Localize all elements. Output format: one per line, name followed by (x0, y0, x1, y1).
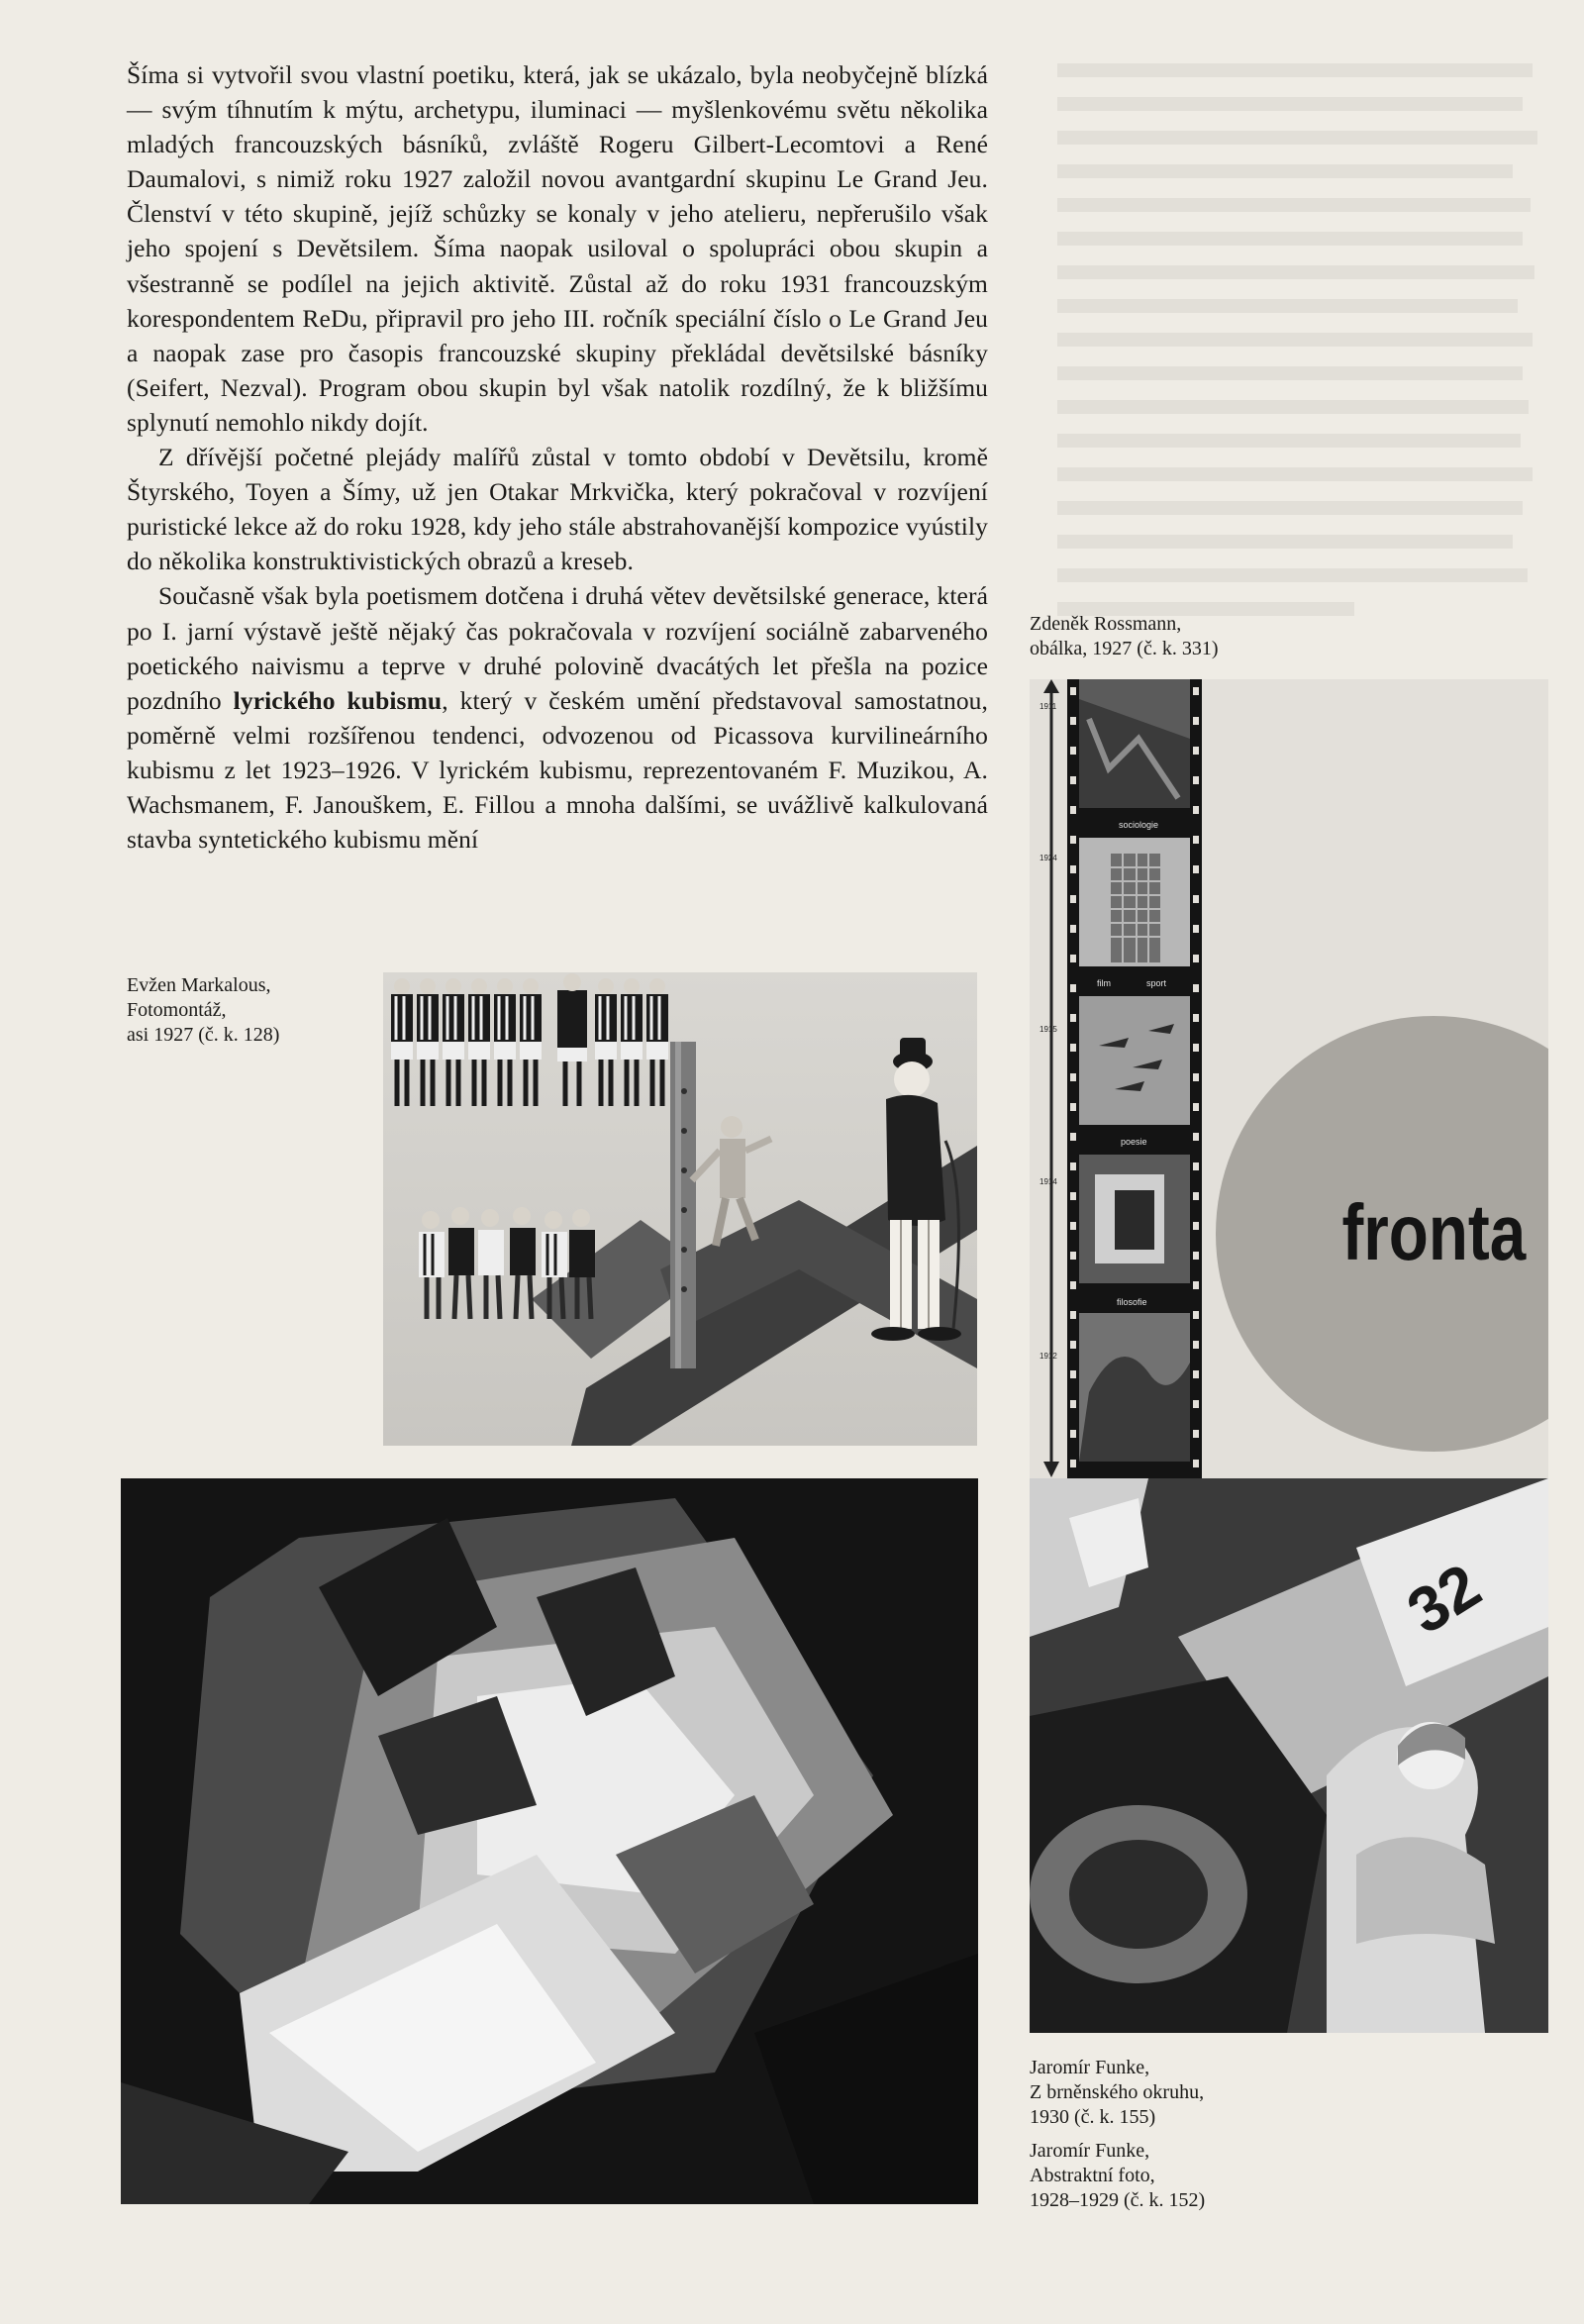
caption-line: Zdeněk Rossmann, (1030, 613, 1182, 635)
caption-line: Fotomontáž, (127, 999, 227, 1021)
year-label: 1912 (1040, 1352, 1057, 1361)
caption-line: 1930 (č. k. 155) (1030, 2106, 1156, 2128)
caption-rossmann (1030, 612, 1219, 661)
abstract-photo-drawing (121, 1478, 978, 2204)
paragraph (127, 578, 988, 857)
text-run: Šíma si vytvořil svou vlastní poetiku, která, jak se ukázalo, byla neobyčejně blízká — svým tíhnutím k mýtu, archetypu, iluminaci — myšlenkovému světu několika mladých francouzských básníků, zvláště Rogeru Gilbert-Lecomtovi a René Daumalovi, s nimiž roku 1927 založil novou avantgardní skupinu Le Grand Jeu. Členství v této skupině, jejíž schůzky se konaly v jeho atelieru, nepřerušilo však jeho spojení s Devětsilem. Šíma naopak usiloval o spolupráci obou skupin a všestranně se podílel na jejich aktivitě. Zůstal až do roku 1931 francouzským korespondentem ReDu, připravil pro jeho III. ročník speciální číslo o Le Grand Jeu a naopak zase pro časopis francouzské skupiny překládal devětsilské básníky (Seifert, Nezval). Program obou skupin byl však natolik rozdílný, že k bližšímu splynutí nemohlo nikdy dojít. (127, 60, 988, 437)
text-run: , který v českém umění představoval samostatnou, poměrně velmi rozšířenou tendenci, odvozenou od Picassova kurvilineárního kubismu z let 1923–1926. V lyrickém kubismu, reprezentovaném F. Muzikou, A. Wachsmanem, F. Janouškem, E. Fillou a mnoha dalšími, se uvážlivě kalkulovaná stavba syntetického kubismu mění (127, 685, 989, 855)
caption-funke-car (1030, 2056, 1204, 2130)
caption-line: Evžen Markalous, (127, 974, 271, 996)
strip-label: sport (1146, 978, 1167, 988)
photomontage-drawing (383, 972, 977, 1446)
strip-label: sociologie (1119, 820, 1159, 830)
show-through-lines (1057, 57, 1552, 652)
strip-label: poesie (1121, 1137, 1147, 1147)
year-label: 1914 (1040, 1177, 1057, 1186)
year-label: 1911 (1040, 702, 1057, 711)
text-run: Současně však byla poetismem dotčena i druhá větev devětsilské generace, která po I. jarní výstavě ještě nějaký čas pokračovala v rozvíjení sociálně zabarveného poetického naivismu a teprve v druhé polovině dvacátých let přešla na pozice pozdního (127, 581, 988, 715)
text-run: Z dřívější početné plejády malířů zůstal v tomto období v Devětsilu, kromě Štyrského, Toyen a Šímy, už jen Otakar Mrkvička, který pokračoval v rozvíjení puristické lekce až do roku 1928, kdy jeho stále abstrahovanější kompozice vyústily do několika konstruktivistických obrazů a kreseb. (127, 443, 988, 576)
caption-line: 1928–1929 (č. k. 152) (1030, 2189, 1206, 2211)
fronta-cover-image (1030, 679, 1548, 1483)
show-through-texture (1057, 57, 1552, 652)
fronta-cover-drawing (1030, 679, 1548, 1483)
caption-line: Z brněnského okruhu, (1030, 2081, 1205, 2103)
paragraph (127, 57, 988, 440)
caption-line: asi 1927 (č. k. 128) (127, 1024, 280, 1046)
strip-label: film (1097, 978, 1111, 988)
caption-line: Jaromír Funke, (1030, 2140, 1150, 2162)
paragraph (127, 440, 988, 578)
abstract-photo-image (121, 1478, 978, 2204)
film-strip-frames (1079, 679, 1190, 1462)
caption-line: obálka, 1927 (č. k. 331) (1030, 638, 1219, 659)
caption-funke-abstract (1030, 2139, 1205, 2213)
year-label: 1915 (1040, 1025, 1057, 1034)
race-car-photo-image (1030, 1478, 1548, 2033)
strip-label: filosofie (1117, 1297, 1147, 1307)
year-label: 1924 (1040, 854, 1057, 862)
photomontage-image (383, 972, 977, 1446)
article-body (127, 57, 988, 857)
car-number: 32 (1395, 1549, 1493, 1648)
football-team-top (391, 973, 668, 1106)
bold-term: lyrického kubismu (233, 685, 443, 715)
caption-line: Abstraktní foto, (1030, 2165, 1155, 2186)
cover-title: fronta (1341, 1187, 1527, 1277)
race-car-drawing (1030, 1478, 1548, 2033)
caption-line: Jaromír Funke, (1030, 2057, 1150, 2078)
caption-markalous (127, 973, 279, 1048)
